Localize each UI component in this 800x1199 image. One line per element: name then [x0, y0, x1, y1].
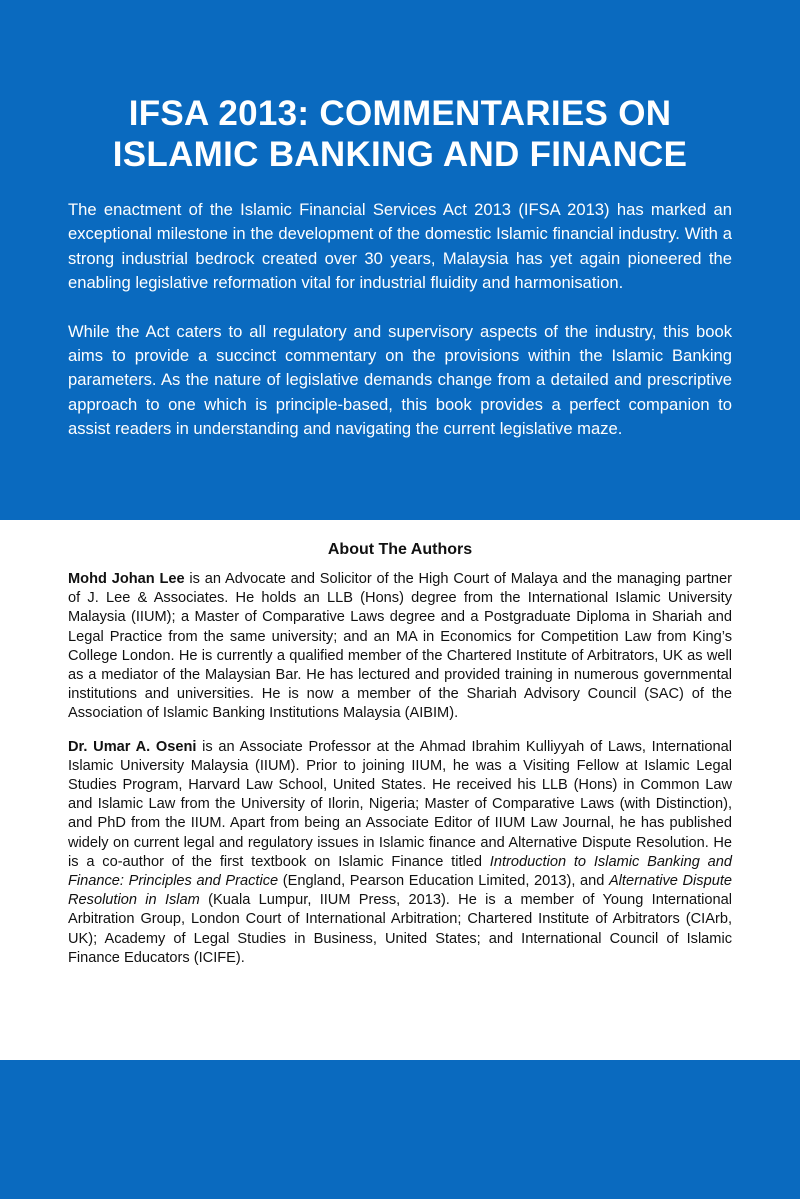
book-description	[68, 198, 732, 442]
about-authors-panel	[0, 520, 800, 1060]
author-1-bio-text: is an Advocate and Solicitor of the High Court of Malaya and the managing partner of J. Lee & Associates. He holds an LLB (Hons) degree from the International Islamic University Malaysia (IIUM); a Master of Comparative Laws degree and a Postgraduate Diploma in Shariah and Legal Practice from the same university; and an MA in Economics for Competition Law from King’s College London. He is currently a qualified member of the Chartered Institute of Arbitrators, UK as well as a mediator of the Malaysian Bar. He has lectured and provided training in numerous governmental institutions and universities. He is now a member of the Shariah Advisory Council (SAC) of the Association of Islamic Banking Institutions Malaysia (AIBIM).	[68, 571, 732, 722]
book-title-line-2: ISLAMIC BANKING AND FINANCE	[112, 135, 688, 174]
author-1-name: Mohd Johan Lee	[68, 571, 185, 587]
author-2-bio-text-2: (England, Pearson Education Limited, 2013), and	[278, 873, 609, 890]
author-2-book-title-2: Alternative Dispute Resolution in Islam	[68, 873, 732, 909]
book-title-line-1: IFSA 2013: COMMENTARIES ON	[128, 94, 672, 133]
author-2-book-title-1: Introduction to Islamic Banking and Finance: Principles and Practice	[68, 853, 732, 890]
author-bio-2	[68, 738, 732, 968]
author-2-bio-text-1: is an Associate Professor at the Ahmad Ibrahim Kulliyyah of Laws, International Islamic University Malaysia (IIUM). Prior to joining IIUM, he was a Visiting Fellow at Islamic Legal Studies Program, Harvard Law School, United States. He received his LLB (Hons) in Common Law and Islamic Law from the University of Ilorin, Nigeria; Master of Comparative Laws (with Distinction), and PhD from the IIUM. Apart from being an Associate Editor of IIUM Law Journal, he has published widely on current legal and regulatory issues in Islamic finance and Alternative Dispute Resolution. He is a co-author of the first textbook on Islamic Finance titled	[68, 738, 732, 870]
bottom-blue-band	[0, 1060, 800, 1199]
author-2-name: Dr. Umar A. Oseni	[68, 738, 197, 755]
author-2-bio-text-3: (Kuala Lumpur, IIUM Press, 2013). He is a member of Young International Arbitration Group, London Court of International Arbitration; Chartered Institute of Arbitrators (CIArb, UK); Academy of Legal Studies in Business, United States; and International Council of Islamic Finance Educators (ICIFE).	[68, 892, 732, 966]
description-paragraph-2: While the Act caters to all regulatory and supervisory aspects of the industry, this book aims to provide a succinct commentary on the provisions within the Islamic Banking parameters. As the nature of legislative demands change from a detailed and prescriptive approach to one which is principle-based, this book provides a perfect companion to assist readers in understanding and navigating the current legislative maze.	[68, 321, 732, 439]
book-title	[0, 93, 800, 175]
about-authors-heading: About The Authors	[327, 541, 473, 558]
author-bio-1	[68, 570, 732, 724]
top-blue-band	[0, 0, 800, 520]
author-bios	[68, 570, 732, 968]
description-paragraph-1: The enactment of the Islamic Financial Services Act 2013 (IFSA 2013) has marked an exceptional milestone in the development of the domestic Islamic financial industry. With a strong industrial bedrock created over 30 years, Malaysia has yet again pioneered the enabling legislative reformation vital for industrial fluidity and harmonisation.	[68, 200, 732, 293]
